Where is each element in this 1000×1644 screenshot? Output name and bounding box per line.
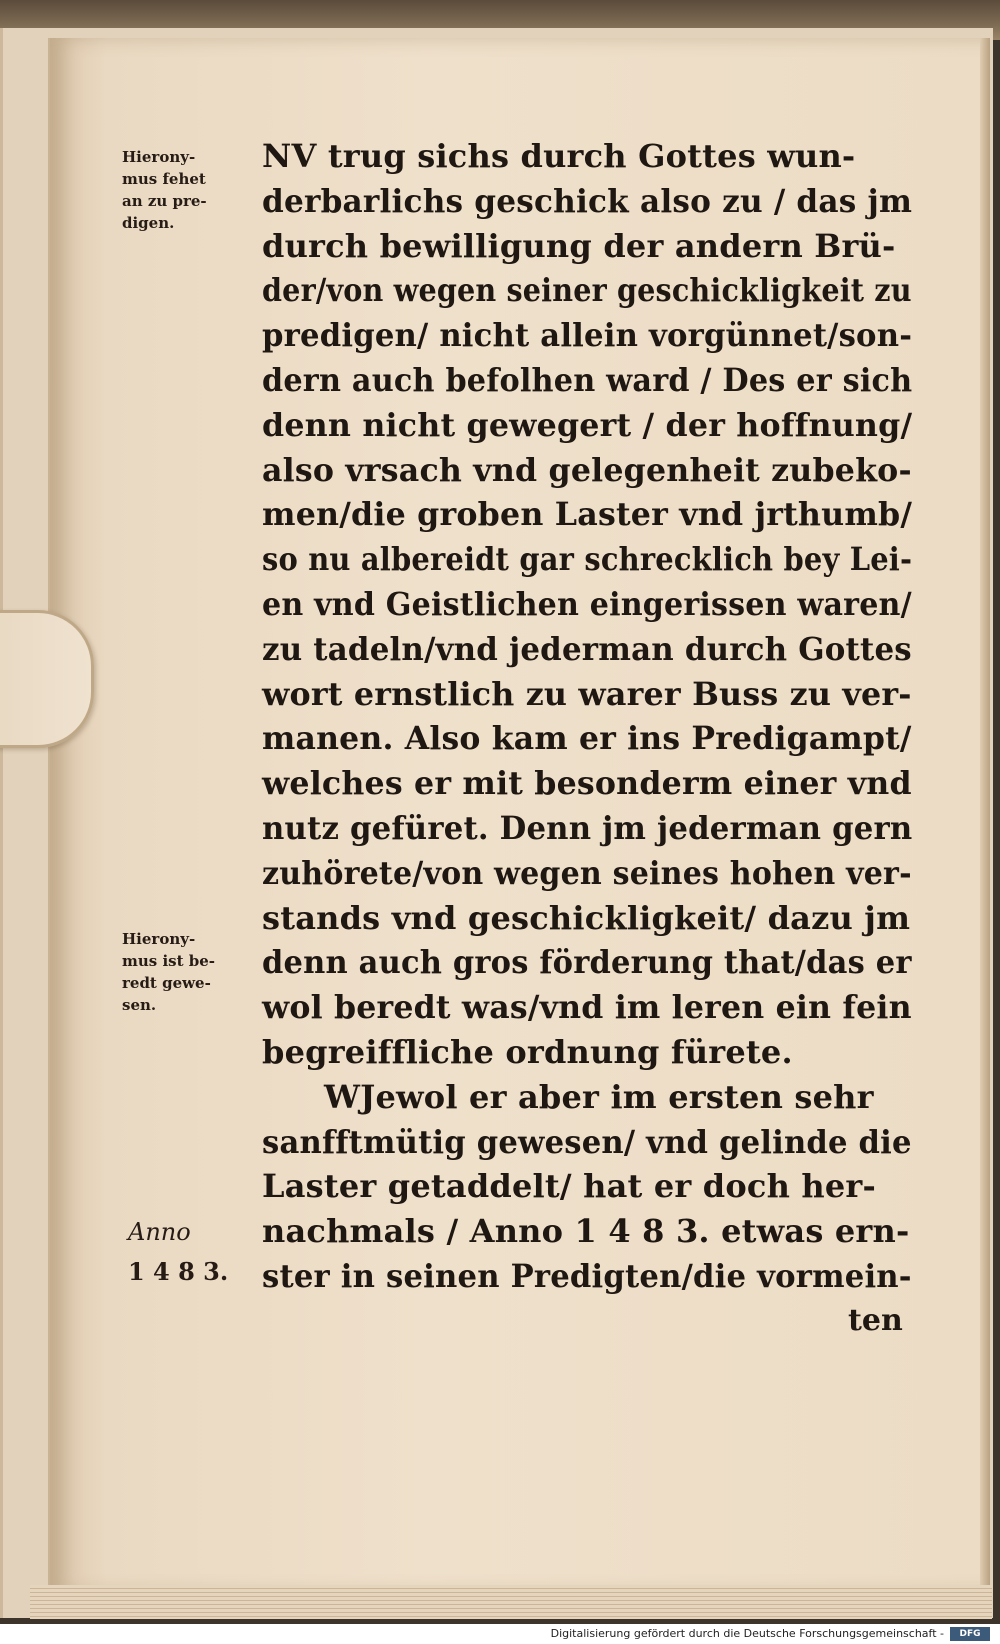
text-line: Laster getaddelt/ hat er doch her- bbox=[262, 1167, 876, 1206]
text-line: ster in seinen Predigten/die vormein- bbox=[262, 1257, 912, 1295]
text-line: nutz gefüret. Denn jm jederman gern bbox=[262, 809, 913, 847]
marginal-line: redt gewe- bbox=[122, 974, 211, 992]
marginal-note-1 bbox=[122, 146, 262, 234]
text-line: begreiffliche ordnung fürete. bbox=[262, 1033, 793, 1071]
text-line: dern auch befolhen ward / Des er sich bbox=[262, 361, 913, 399]
text-line: men/die groben Laster vnd jrthumb/ bbox=[262, 495, 913, 534]
marginal-line: Anno bbox=[128, 1218, 191, 1246]
marginal-line: digen. bbox=[122, 214, 175, 232]
text-line: WJewol er aber im ersten sehr bbox=[324, 1077, 874, 1116]
marginal-line: Hierony- bbox=[122, 148, 196, 166]
text-line: denn auch gros förderung that/das er bbox=[262, 943, 912, 982]
text-line: en vnd Geistlichen eingerissen waren/ bbox=[262, 585, 912, 623]
text-line: also vrsach vnd gelegenheit zubeko- bbox=[262, 450, 912, 489]
marginal-line: mus fehet bbox=[122, 170, 206, 188]
marginal-line: Hierony- bbox=[122, 930, 196, 948]
text-line: stands vnd geschickligkeit/ dazu jm bbox=[262, 898, 911, 937]
footer-credit: Digitalisierung gefördert durch die Deutsche Forschungsgemeinschaft - bbox=[550, 1627, 944, 1640]
marginal-line: sen. bbox=[122, 996, 157, 1014]
text-line: wort ernstlich zu warer Buss zu ver- bbox=[262, 674, 912, 713]
text-line: der/von wegen seiner geschickligkeit zu bbox=[262, 271, 912, 310]
text-line: NV trug sichs durch Gottes wun- bbox=[262, 137, 856, 175]
marginal-line: mus ist be- bbox=[122, 952, 215, 970]
digitization-footer bbox=[0, 1624, 1000, 1644]
book-clasp bbox=[0, 610, 94, 748]
page-stack-bottom bbox=[30, 1585, 992, 1619]
page-edge bbox=[980, 38, 990, 1593]
text-line: predigen/ nicht allein vorgünnet/son- bbox=[262, 316, 913, 355]
text-line: derbarlichs geschick also zu / das jm bbox=[262, 181, 913, 220]
marginal-line: 1 4 8 3. bbox=[128, 1257, 229, 1286]
text-line: so nu albereidt gar schrecklich bey Lei- bbox=[262, 540, 913, 579]
marginal-note-2 bbox=[122, 928, 262, 1016]
text-line: manen. Also kam er ins Predigampt/ bbox=[262, 719, 912, 758]
text-line: denn nicht gewegert / der hoffnung/ bbox=[262, 405, 913, 444]
text-line: sanfftmütig gewesen/ vnd gelinde die bbox=[262, 1122, 912, 1161]
text-line: zuhörete/von wegen seines hohen ver- bbox=[262, 853, 912, 892]
catchword: ten bbox=[848, 1303, 903, 1338]
text-line: durch bewilligung der andern Brü- bbox=[262, 226, 896, 265]
dfg-logo: DFG bbox=[950, 1627, 990, 1641]
marginal-line: an zu pre- bbox=[122, 192, 207, 210]
text-line: wol beredt was/vnd im leren ein fein bbox=[262, 988, 912, 1027]
marginal-note-year bbox=[128, 1212, 228, 1292]
text-line: nachmals / Anno 1 4 8 3. etwas ern- bbox=[262, 1212, 910, 1251]
text-line: welches er mit besonderm einer vnd bbox=[262, 764, 912, 803]
text-line: zu tadeln/vnd jederman durch Gottes bbox=[262, 629, 912, 668]
